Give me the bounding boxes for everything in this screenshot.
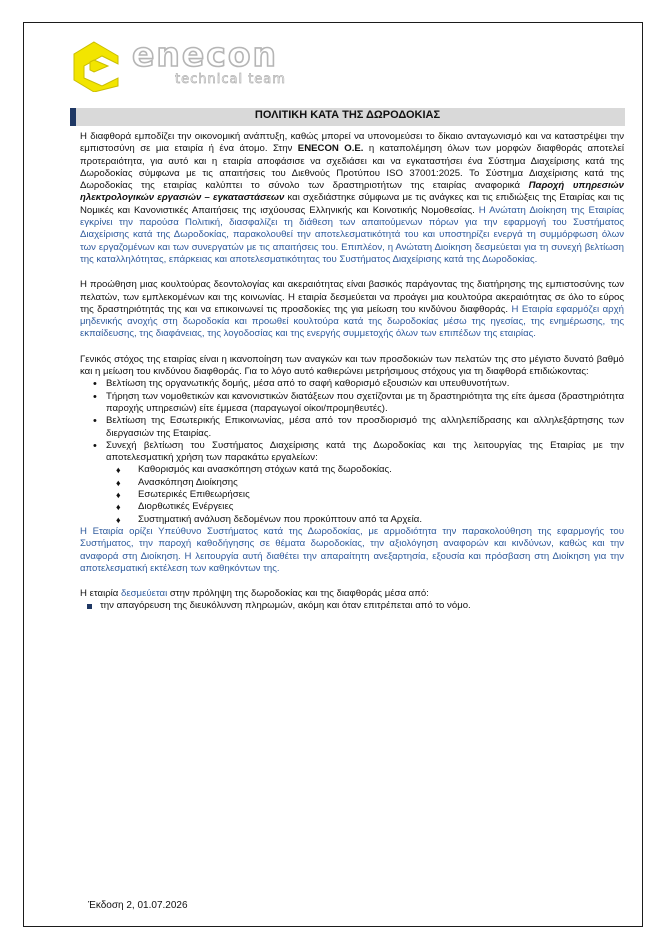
company-name: ENECON O.E. bbox=[297, 143, 364, 155]
objectives-list bbox=[80, 378, 624, 464]
text: στην πρόληψη της δωροδοκίας και της διαφθοράς μέσα από: bbox=[167, 588, 429, 600]
list-item: • Τήρηση των νομοθετικών και κανονιστικών διατάξεων που σχετίζονται με τη δραστηριότητα της είτε άμεσα (δραστηριότητα παροχής υπηρεσιών) είτε έμμεσα (παραγωγοί οίκοι/προμηθευτές). bbox=[106, 391, 624, 416]
commitment-word: δεσμεύεται bbox=[121, 588, 168, 600]
list-item: την απαγόρευση της διευκόλυνση πληρωμών, ακόμη και όταν επιτρέπεται από το νόμο. bbox=[100, 600, 624, 612]
logo-mark-inner bbox=[90, 60, 108, 72]
list-item: • Συνεχή βελτίωση του Συστήματος Διαχείρισης κατά της Δωροδοκίας και της λειτουργίας της Εταιρίας με την αποτελεσματική χρήση των παρακάτω εργαλείων: bbox=[106, 440, 624, 465]
text: Η προώθηση μιας κουλτούρας δεοντολογίας και ακεραιότητας είναι βασικός παράγοντας της διατήρησης της εμπιστοσύνης των πελατών, των εμπλεκομένων και της κοινωνίας. Η εταιρία δεσμεύεται να προάγει μια κουλτούρα ακεραιότητας σε όλο το εύρος της δραστηριότητάς της και να επικοινωνεί τις προσδοκίες της για μείωση του κινδύνου διαφθοράς. bbox=[80, 279, 624, 315]
title-bar bbox=[70, 108, 625, 126]
page-title: ΠΟΛΙΤΙΚΗ ΚΑΤΑ ΤΗΣ ΔΩΡΟΔΟΚΙΑΣ bbox=[254, 109, 441, 121]
paragraph-objectives bbox=[80, 354, 624, 575]
logo-tagline: technical team bbox=[175, 72, 286, 87]
text: Η εταιρία bbox=[80, 588, 122, 600]
paragraph-prevention bbox=[80, 588, 624, 613]
policy-body bbox=[80, 131, 624, 613]
list-item: ♦ Συστηματική ανάλυση δεδομένων που προκύπτουν από τα Αρχεία. bbox=[138, 514, 624, 526]
objectives-intro: Γενικός στόχος της εταιρίας είναι η ικανοποίηση των αναγκών και των προσδοκιών των πελατών της στο μέγιστο δυνατό βαθμό και η μείωση του κινδύνου διαφθοράς. Για το λόγο αυτό καθιερώνει μετρήσιμους στόχους για τη διαφθορά επιδιώκοντας: bbox=[80, 353, 624, 378]
version-footer: Έκδοση 2, 01.07.2026 bbox=[88, 900, 188, 911]
zero-tolerance-text: Η Εταιρία εφαρμόζει αρχή μηδενικής ανοχής στη δωροδοκία και προωθεί κουλτούρα κατά της δωροδοκίας μέσω της ηγεσίας, της ενημέρωσης, της εκπαίδευσης, της διαφάνειας, της λογοδοσίας και της ενεργής συμμετοχής όλων των επιπέδων της εταιρίας. bbox=[80, 303, 624, 340]
prevention-list bbox=[80, 600, 624, 612]
list-item: ♦ Καθορισμός και ανασκόπηση στόχων κατά της δωροδοκίας. bbox=[138, 464, 624, 476]
scope-text: Παροχή υπηρεσιών ηλεκτρολογικών εργασιών – εγκαταστάσεων bbox=[80, 180, 624, 204]
list-item: ♦ Διορθωτικές Ενέργειες bbox=[138, 501, 624, 513]
text: Η διαφθορά εμποδίζει την οικονομική ανάπτυξη, καθώς μπορεί να υπονομεύσει το δίκαιο ανταγωνισμό και να καταστρέψει την εμπιστοσύνη σε μια εταιρία ή ένα άτομο. Στην bbox=[80, 131, 624, 155]
list-item: • Βελτίωση της Εσωτερικής Επικοινωνίας, μέσα από τον προσδιορισμό της αλληλεπίδρασης και αλληλεξάρτησης των διεργασιών της Εταιρίας. bbox=[106, 415, 624, 440]
list-item: ♦ Ανασκόπηση Διοίκησης bbox=[138, 477, 624, 489]
text: η καταπολέμηση όλων των μορφών διαφθοράς αποτελεί προτεραιότητα, για αυτό και η εταιρία αποφάσισε να σχεδιάσει και να εγκαταστήσει ένα Σύστημα Διαχείρισης κατά της Δωροδοκίας σύμφωνα με τις απαιτήσεις του Διεθνούς Προτύπου ISO 37001:2025. Το Σύστημα Διαχείρισης κατά της Δωροδοκίας της εταιρίας καλύπτει το σύνολο των δραστηριοτήτων της εταιρίας αναφορικά bbox=[80, 143, 624, 192]
text: και σχεδιάστηκε σύμφωνα με τις ανάγκες και τις επιδιώξεις της Εταιρίας και τις Νομικές και Κανονιστικές Απαιτήσεις της ισχύουσας Ελληνικής και Κοινοτικής Νομοθεσίας. bbox=[80, 192, 624, 216]
logo-wordmark: enecon bbox=[132, 35, 278, 74]
management-commitment-text: Η Ανώτατη Διοίκηση της Εταιρίας εγκρίνει την παρούσα Πολιτική, διασφαλίζει τη διάθεση των απαιτούμενων πόρων για την εφαρμογή του Συστήματος Διαχείρισης κατά της Δωροδοκίας, παρακολουθεί την αποτελεσματικότητά του και υποστηρίζει ενεργά τη συμμόρφωση όλων των εργαζομένων και των συνεργατών με τις απαιτήσεις του. Επιπλέον, η Ανώτατη Διοίκηση δεσμεύεται για τη συνεχή βελτίωση της καταλληλότητας, επάρκειας και αποτελεσματικότητας του Συστήματος Διαχείρισης κατά της Δωροδοκίας. bbox=[80, 204, 624, 265]
tools-list bbox=[80, 464, 624, 525]
paragraph-culture bbox=[80, 279, 624, 340]
paragraph-intro bbox=[80, 131, 624, 266]
list-item: ♦ Εσωτερικές Επιθεωρήσεις bbox=[138, 489, 624, 501]
list-item: • Βελτίωση της οργανωτικής δομής, μέσα από το σαφή καθορισμό εξουσιών και υπευθυνοτήτων. bbox=[106, 378, 624, 390]
compliance-officer-text: Η Εταιρία ορίζει Υπεύθυνο Συστήματος κατά της Δωροδοκίας, με αρμοδιότητα την παρακολούθηση της εφαρμογής του Συστήματος, την παροχή καθοδήγησης σε θέματα δωροδοκίας, την αξιολόγηση αναφορών και κινδύνων, καθώς και την αναφορά στη Διοίκηση. Η λειτουργία αυτή διαθέτει την απαραίτητη ανεξαρτησία, εξουσία και πρόσβαση στη Διοίκηση για την αποτελεσματική εκτέλεση των καθηκόντων της. bbox=[80, 525, 624, 574]
